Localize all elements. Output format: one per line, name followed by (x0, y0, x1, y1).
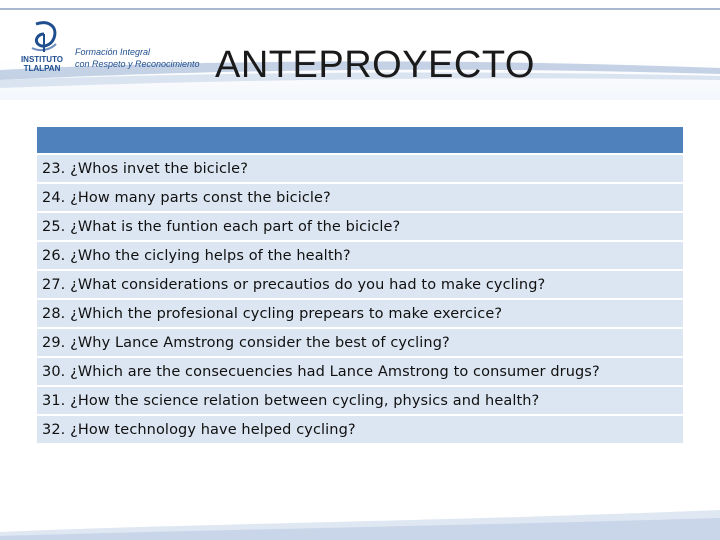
question-row: 30. ¿Which are the consecuencies had Lance Amstrong to consumer drugs? (37, 358, 683, 387)
question-row: 31. ¿How the science relation between cycling, physics and health? (37, 387, 683, 416)
slide-header (0, 0, 720, 100)
question-row: 29. ¿Why Lance Amstrong consider the best of cycling? (37, 329, 683, 358)
logo-line-1: INSTITUTO (20, 55, 64, 64)
tagline-line-2: con Respeto y Reconocimiento (75, 59, 200, 69)
institute-logo-icon (14, 18, 74, 88)
logo-wordmark (14, 55, 70, 73)
question-row: 27. ¿What considerations or precautios do you had to make cycling? (37, 271, 683, 300)
question-row: 25. ¿What is the funtion each part of the bicicle? (37, 213, 683, 242)
question-row: 26. ¿Who the ciclying helps of the health? (37, 242, 683, 271)
tagline-line-1: Formación Integral (75, 47, 151, 57)
question-row: 23. ¿Whos invet the bicicle? (37, 155, 683, 184)
question-row: 24. ¿How many parts const the bicicle? (37, 184, 683, 213)
question-row: 32. ¿How technology have helped cycling? (37, 416, 683, 445)
logo-line-2: TLALPAN (23, 64, 61, 73)
slide-title: ANTEPROYECTO (215, 44, 535, 86)
questions-table (37, 127, 683, 445)
table-header-row (37, 127, 683, 155)
footer-wave (0, 500, 720, 540)
institute-tagline (75, 46, 200, 70)
question-row: 28. ¿Which the profesional cycling prepears to make exercice? (37, 300, 683, 329)
